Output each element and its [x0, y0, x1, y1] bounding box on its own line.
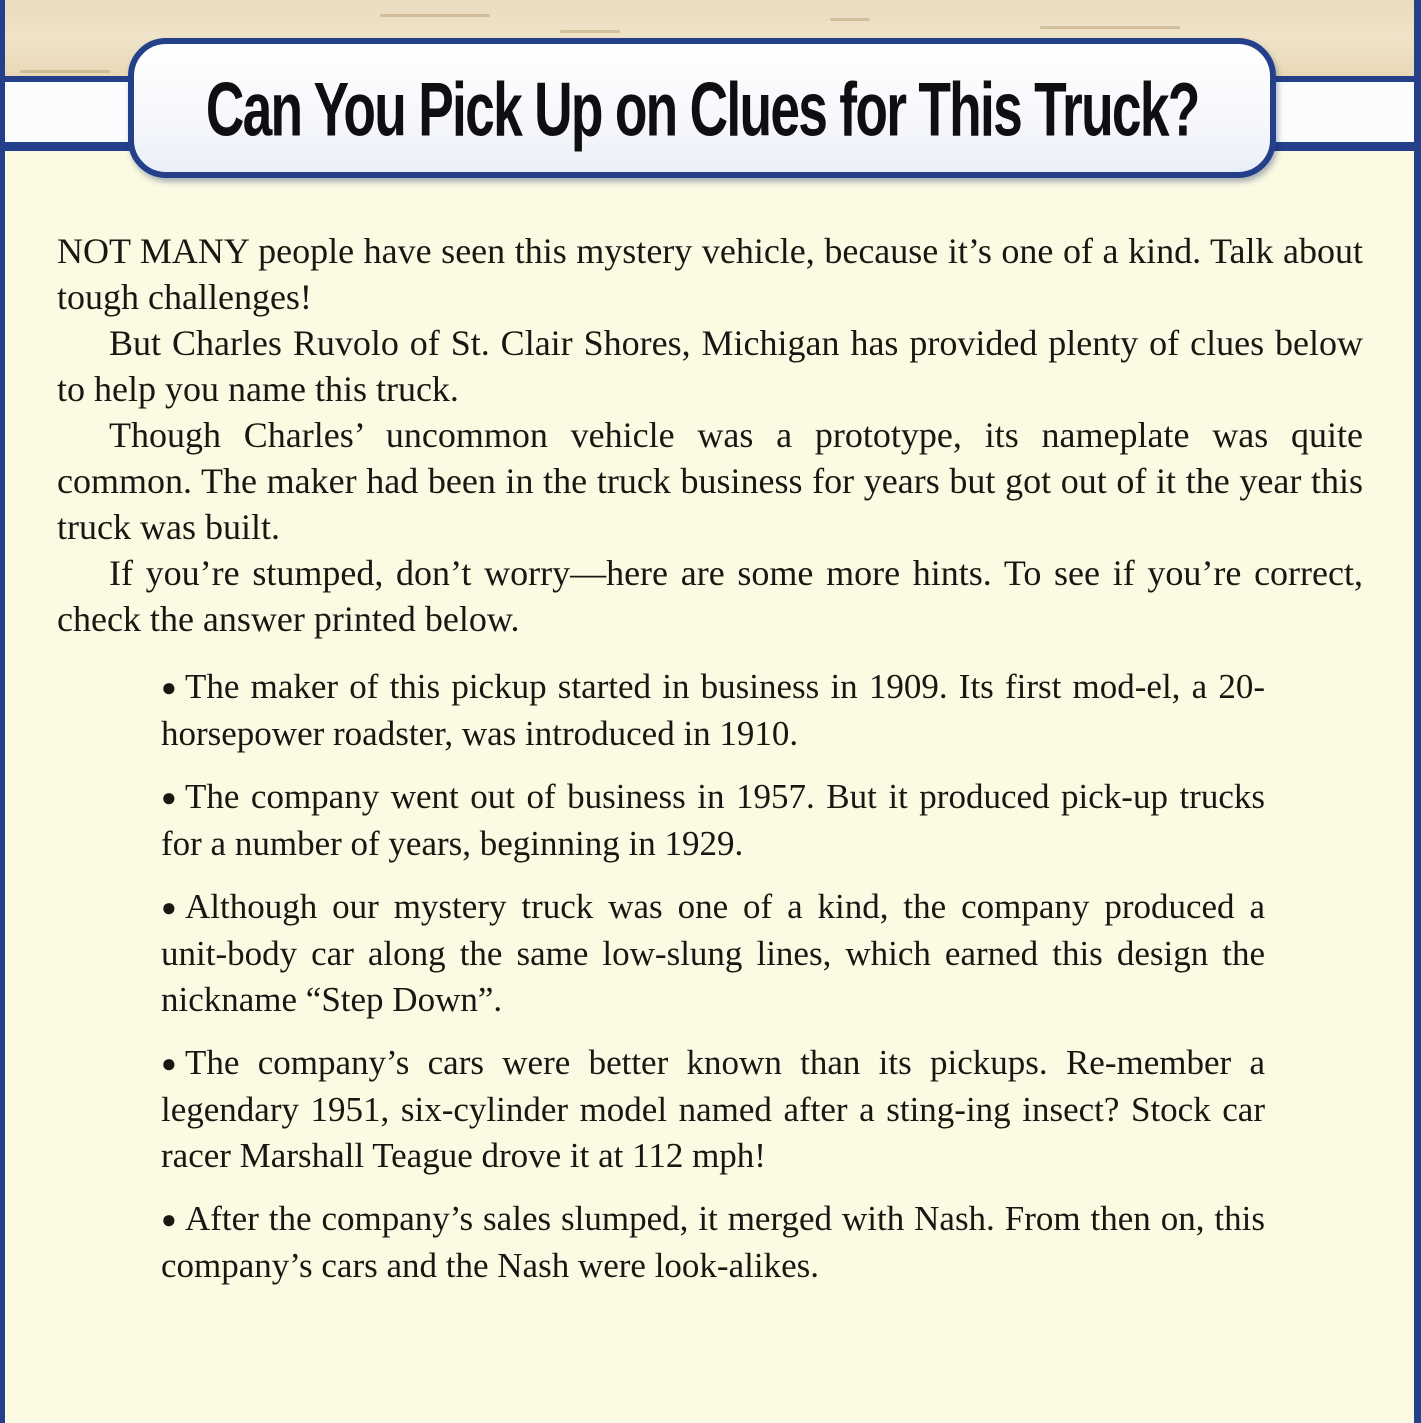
page-border-left [0, 0, 5, 1423]
clue-text: After the company’s sales slumped, it merged with Nash. From then on, this company’s cars and the Nash were look-alikes. [161, 1199, 1265, 1285]
clue-item [161, 884, 1265, 1023]
clue-text: The company went out of business in 1957. But it produced pick-up trucks for a number of years, beginning in 1929. [161, 777, 1265, 863]
photo-detail [560, 30, 620, 33]
bullet-icon: ● [161, 673, 177, 702]
clue-item [161, 774, 1265, 867]
clue-text: The maker of this pickup started in business in 1909. Its first mod-el, a 20-horsepower roadster, was introduced in 1910. [161, 667, 1265, 753]
title-banner [128, 38, 1276, 178]
bullet-icon: ● [161, 783, 177, 812]
clue-item [161, 1196, 1265, 1289]
body-paragraph: Though Charles’ uncommon vehicle was a prototype, its nameplate was quite common. The maker had been in the truck business for years but got out of it the year this truck was built. [57, 415, 1363, 547]
intro-paragraph: NOT MANY people have seen this mystery vehicle, because it’s one of a kind. Talk about tough challenges! [57, 231, 1363, 317]
bullet-icon: ● [161, 893, 177, 922]
bullet-icon: ● [161, 1049, 177, 1078]
page-title: Can You Pick Up on Clues for This Truck? [205, 67, 1199, 153]
photo-detail [830, 18, 870, 21]
clue-list [161, 664, 1265, 1306]
body-paragraph: If you’re stumped, don’t worry—here are some more hints. To see if you’re correct, check the answer printed below. [57, 553, 1363, 639]
bullet-icon: ● [161, 1205, 177, 1234]
clue-item [161, 1040, 1265, 1179]
clue-item [161, 664, 1265, 757]
clue-text: The company’s cars were better known than its pickups. Re-member a legendary 1951, six-cylinder model named after a sting-ing insect? Stock car racer Marshall Teague drove it at 112 mph! [161, 1043, 1265, 1175]
photo-detail [1040, 26, 1180, 29]
page-border-right [1414, 0, 1421, 1423]
photo-detail [380, 14, 490, 17]
body-paragraph: But Charles Ruvolo of St. Clair Shores, Michigan has provided plenty of clues below to help you name this truck. [57, 323, 1363, 409]
clue-text: Although our mystery truck was one of a kind, the company produced a unit-body car along the same low-slung lines, which earned this design the nickname “Step Down”. [161, 887, 1265, 1019]
photo-detail [20, 70, 110, 73]
article-body [57, 228, 1363, 642]
